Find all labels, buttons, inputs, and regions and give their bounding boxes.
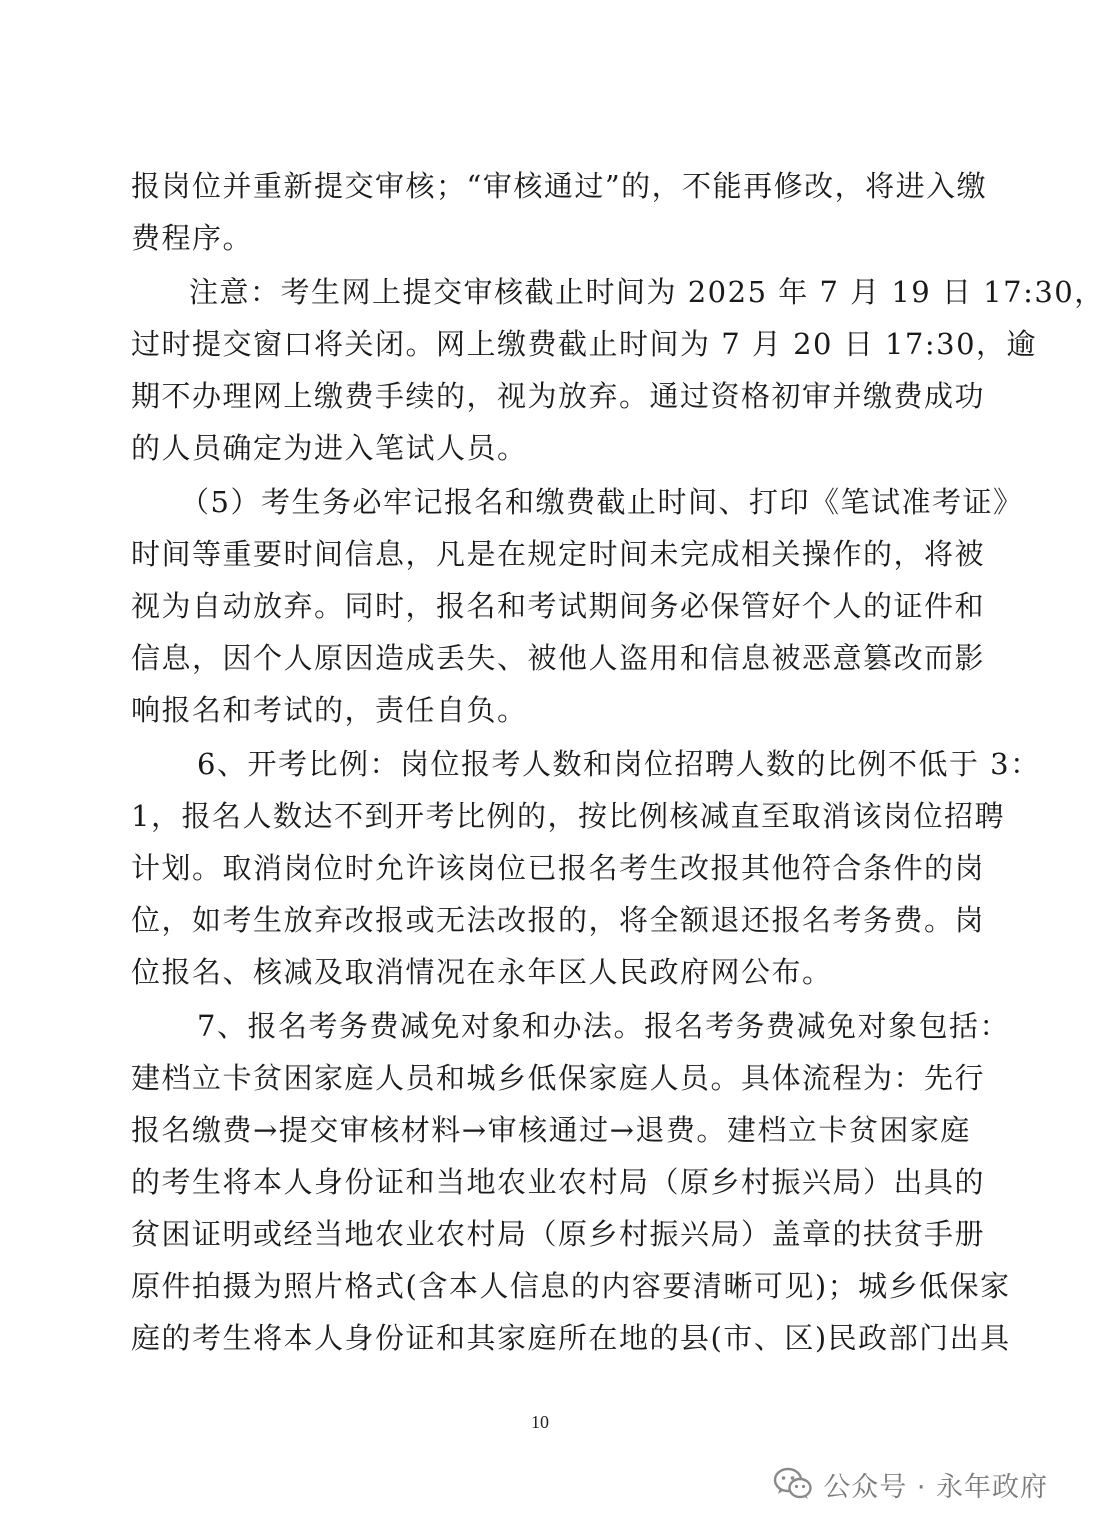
watermark bbox=[773, 1460, 1048, 1508]
text-line: 的人员确定为进入笔试人员。 bbox=[131, 431, 528, 465]
text-line: 信息，因个人原因造成丢失、被他人盗用和信息被恶意篡改而影 bbox=[131, 641, 986, 675]
text-line: 期不办理网上缴费手续的，视为放弃。通过资格初审并缴费成功 bbox=[131, 379, 986, 413]
text-line: 注意：考生网上提交审核截止时间为 2025 年 7 月 19 日 17:30， bbox=[189, 275, 1105, 309]
text-line: 的考生将本人身份证和当地农业农村局（原乡村振兴局）出具的 bbox=[131, 1165, 986, 1199]
text-line: 响报名和考试的，责任自负。 bbox=[131, 693, 528, 727]
text-line: 原件拍摄为照片格式(含本人信息的内容要清晰可见)；城乡低保家 bbox=[131, 1269, 1011, 1303]
watermark-text: 公众号 · 永年政府 bbox=[823, 1471, 1048, 1503]
text-line: 1，报名人数达不到开考比例的，按比例核减直至取消该岗位招聘 bbox=[131, 799, 1005, 833]
text-line: 时间等重要时间信息，凡是在规定时间未完成相关操作的，将被 bbox=[131, 537, 986, 571]
text-line: 计划。取消岗位时允许该岗位已报名考生改报其他符合条件的岗 bbox=[131, 851, 986, 885]
text-line: 费程序。 bbox=[131, 221, 254, 255]
text-line: 过时提交窗口将关闭。网上缴费截止时间为 7 月 20 日 17:30，逾 bbox=[131, 327, 1038, 361]
page-number: 10 bbox=[531, 1412, 549, 1432]
text-line: 位，如考生放弃改报或无法改报的，将全额退还报名考务费。岗 bbox=[131, 903, 986, 937]
text-line: 视为自动放弃。同时，报名和考试期间务必保管好个人的证件和 bbox=[131, 589, 986, 623]
text-line: 6、开考比例：岗位报考人数和岗位招聘人数的比例不低于 3： bbox=[197, 747, 1041, 781]
text-line: 报岗位并重新提交审核；“审核通过”的，不能再修改，将进入缴 bbox=[131, 169, 988, 203]
text-line: 报名缴费→提交审核材料→审核通过→退费。建档立卡贫困家庭 bbox=[131, 1113, 971, 1147]
wechat-icon bbox=[773, 1467, 813, 1501]
text-line: 位报名、核减及取消情况在永年区人民政府网公布。 bbox=[131, 955, 833, 989]
text-line: 建档立卡贫困家庭人员和城乡低保家庭人员。具体流程为：先行 bbox=[131, 1061, 986, 1095]
text-line: 贫困证明或经当地农业农村局（原乡村振兴局）盖章的扶贫手册 bbox=[131, 1217, 986, 1251]
text-line: （5）考生务必牢记报名和缴费截止时间、打印《笔试准考证》 bbox=[180, 485, 1024, 519]
text-line: 7、报名考务费减免对象和办法。报名考务费减免对象包括： bbox=[197, 1009, 1010, 1043]
text-line: 庭的考生将本人身份证和其家庭所在地的县(市、区)民政部门出具 bbox=[131, 1321, 1011, 1355]
